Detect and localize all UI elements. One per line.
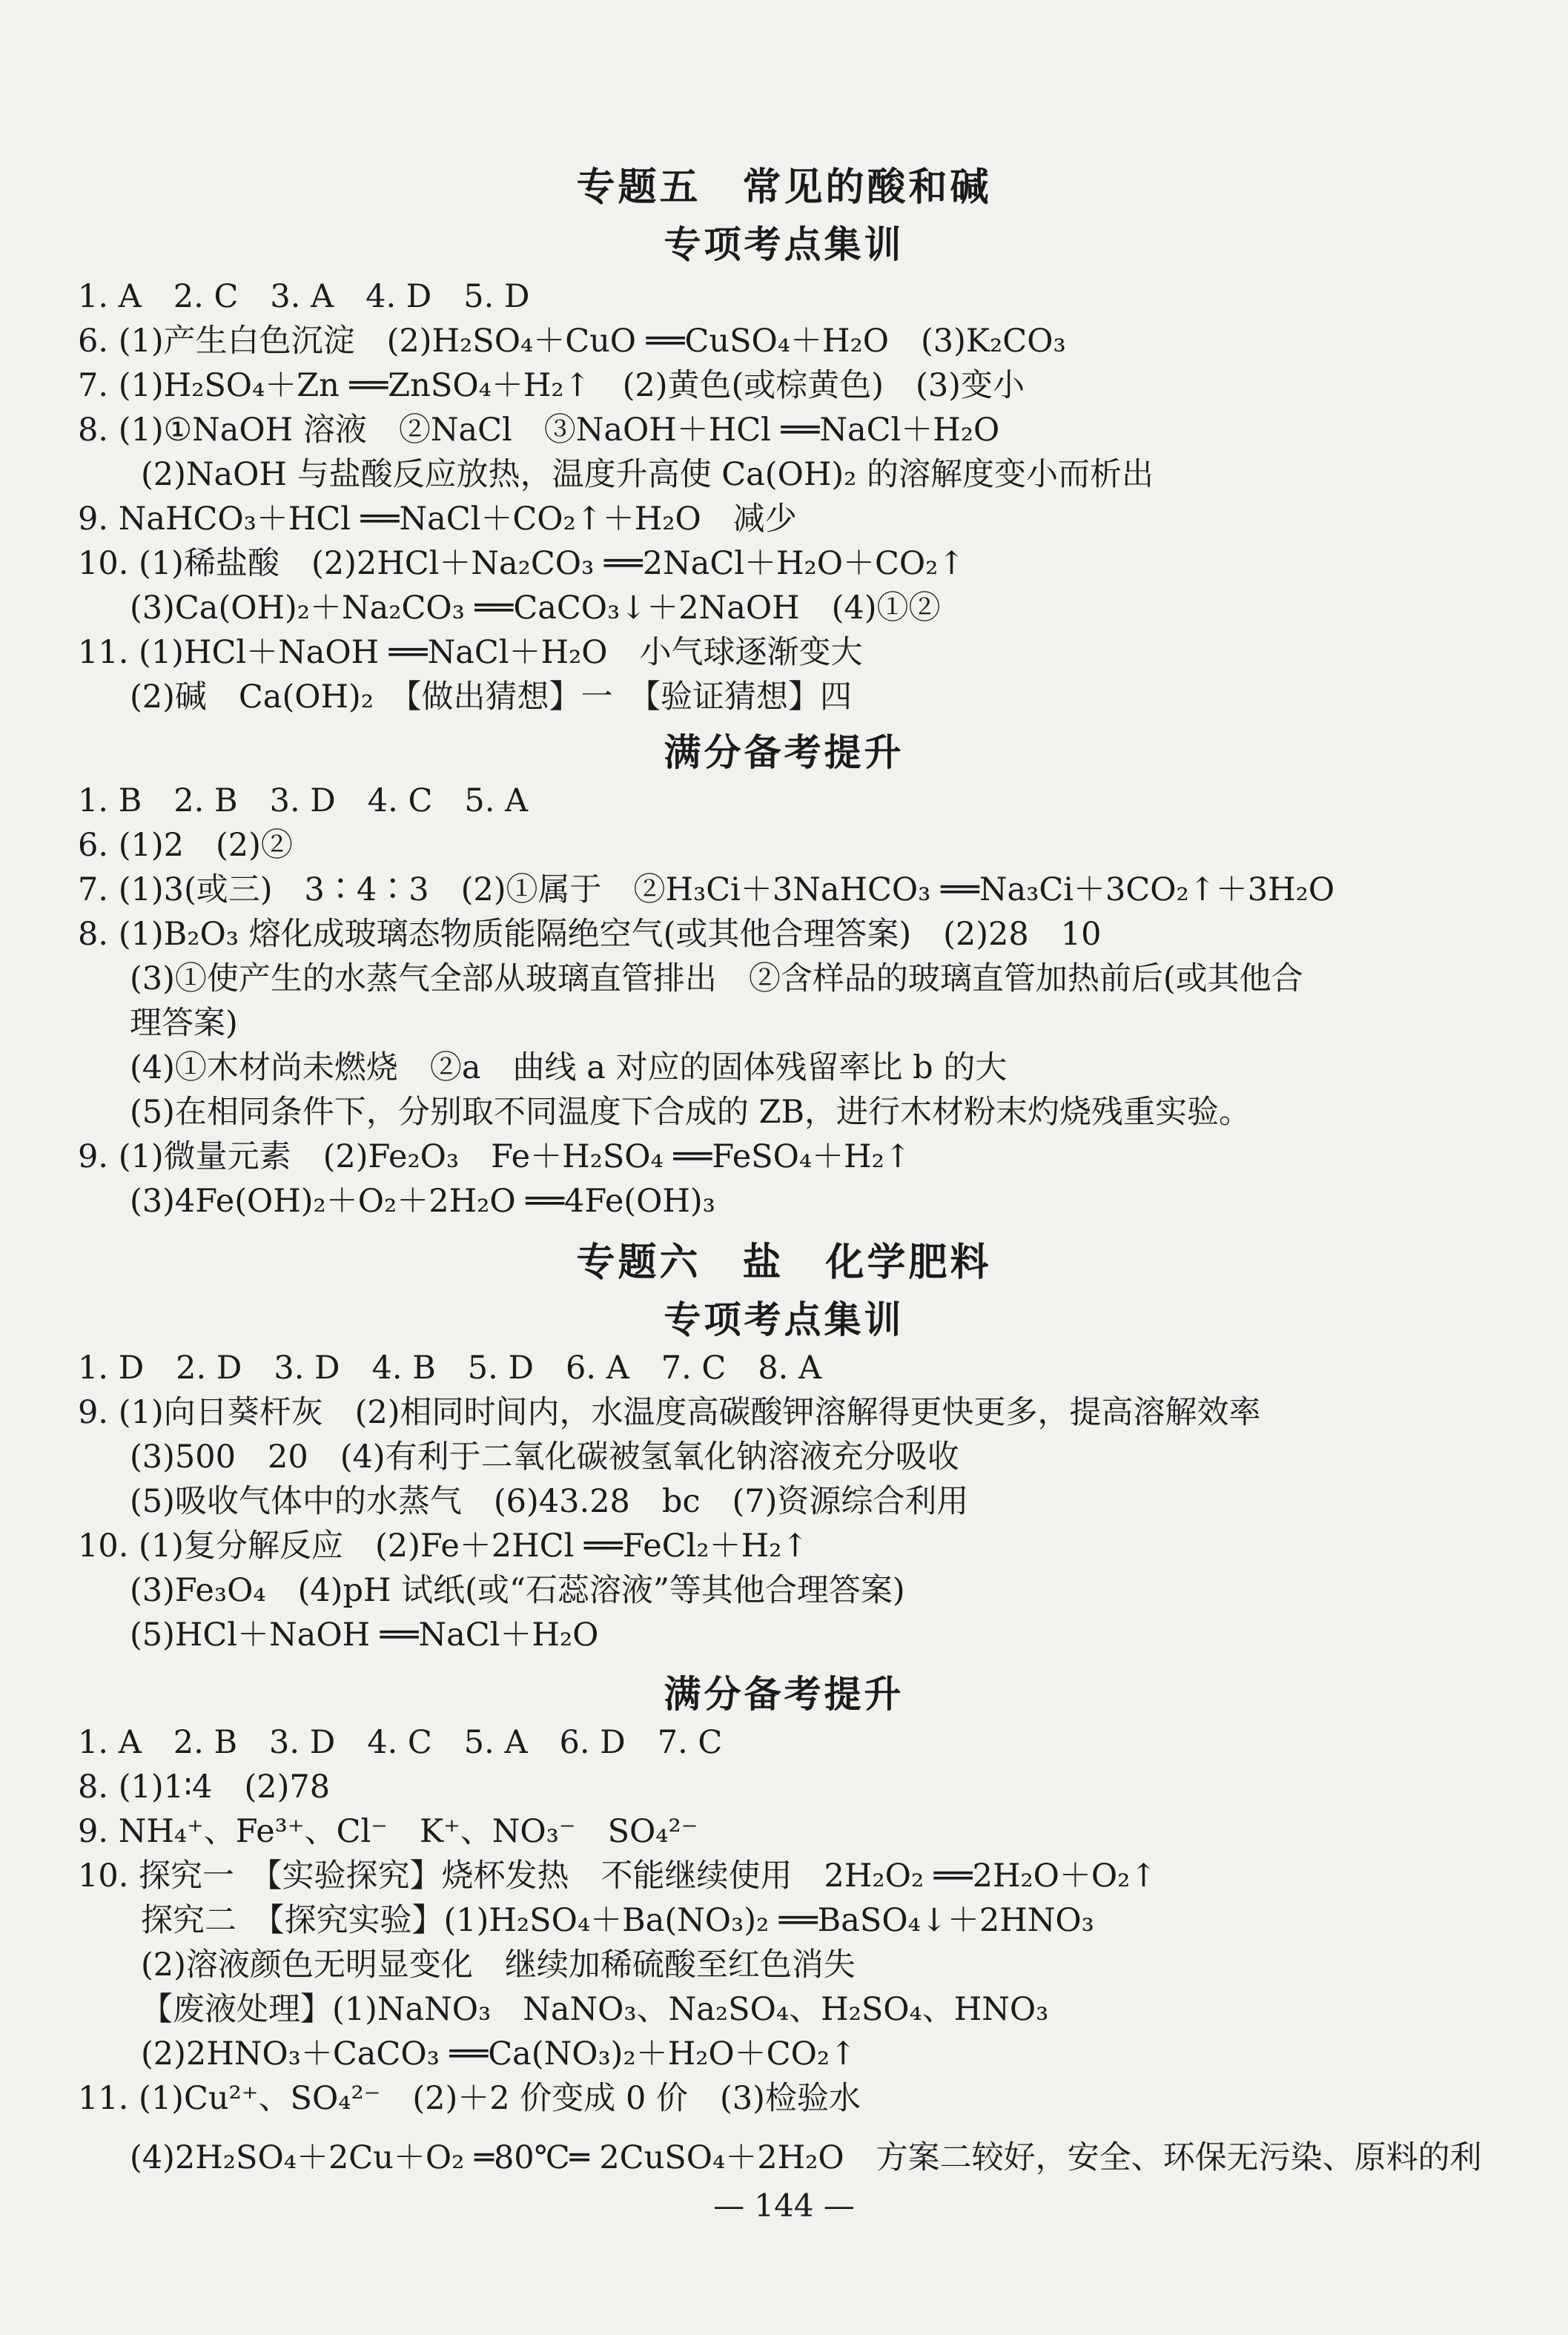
answer-line: 8. (1)①NaOH 溶液 ②NaCl ③NaOH＋HCl ══NaCl＋H₂O (78, 412, 1000, 449)
answer-line: 9. (1)微量元素 (2)Fe₂O₃ Fe＋H₂SO₄ ══FeSO₄＋H₂↑ (78, 1138, 911, 1175)
answer-line: 理答案) (130, 1005, 238, 1042)
answer-line: (3)4Fe(OH)₂＋O₂＋2H₂O ══4Fe(OH)₃ (130, 1183, 715, 1220)
answer-line: (2)碱 Ca(OH)₂ 【做出猜想】一 【验证猜想】四 (130, 678, 852, 716)
answer-line: (3)①使产生的水蒸气全部从玻璃直管排出 ②含样品的玻璃直管加热前后(或其他合 (130, 960, 1303, 997)
answer-line: (2)NaOH 与盐酸反应放热，温度升高使 Ca(OH)₂ 的溶解度变小而析出 (141, 456, 1154, 493)
answer-line: (4)2H₂SO₄＋2Cu＋O₂ ═80℃═ 2CuSO₄＋2H₂O 方案二较好，安全、环保无污染、原料的利 (130, 2139, 1482, 2176)
answer-line: 1. B 2. B 3. D 4. C 5. A (78, 782, 529, 819)
answer-line: 11. (1)HCl＋NaOH ══NaCl＋H₂O 小气球逐渐变大 (78, 634, 863, 671)
answer-line: 7. (1)H₂SO₄＋Zn ══ZnSO₄＋H₂↑ (2)黄色(或棕黄色) (3)变小 (78, 367, 1025, 404)
topic5-title: 专题五 常见的酸和碱 (576, 165, 992, 210)
answer-line: 10. (1)复分解反应 (2)Fe＋2HCl ══FeCl₂＋H₂↑ (78, 1528, 809, 1565)
topic6-sec1-heading: 专项考点集训 (664, 1298, 904, 1341)
answer-line: 1. A 2. C 3. A 4. D 5. D (78, 278, 530, 315)
answer-line: (5)在相同条件下，分别取不同温度下合成的 ZB，进行木材粉末灼烧残重实验。 (130, 1094, 1251, 1131)
answer-line: 9. NaHCO₃＋HCl ══NaCl＋CO₂↑＋H₂O 减少 (78, 501, 797, 538)
answer-line: 8. (1)1∶4 (2)78 (78, 1768, 331, 1806)
answer-line: 6. (1)2 (2)② (78, 827, 293, 864)
answer-line: (3)Fe₃O₄ (4)pH 试纸(或“石蕊溶液”等其他合理答案) (130, 1572, 905, 1609)
answer-line: (5)吸收气体中的水蒸气 (6)43.28 bc (7)资源综合利用 (130, 1483, 969, 1520)
answer-line: 【废液处理】(1)NaNO₃ NaNO₃、Na₂SO₄、H₂SO₄、HNO₃ (141, 1991, 1049, 2028)
answer-line: 9. (1)向日葵杆灰 (2)相同时间内，水温度高碳酸钾溶解得更快更多，提高溶解效率 (78, 1394, 1261, 1431)
answer-line: (3)Ca(OH)₂＋Na₂CO₃ ══CaCO₃↓＋2NaOH (4)①② (130, 589, 941, 627)
topic5-sec2-heading: 满分备考提升 (664, 731, 904, 774)
answer-line: 9. NH₄⁺、Fe³⁺、Cl⁻ K⁺、NO₃⁻ SO₄²⁻ (78, 1813, 698, 1850)
answer-line: 7. (1)3(或三) 3∶4∶3 (2)①属于 ②H₃Ci＋3NaHCO₃ ══Na₃Ci＋3CO₂↑＋3H₂O (78, 871, 1335, 908)
topic6-title: 专题六 盐 化学肥料 (576, 1241, 992, 1285)
answer-line: 探究二 【探究实验】(1)H₂SO₄＋Ba(NO₃)₂ ══BaSO₄↓＋2HNO₃ (141, 1902, 1094, 1939)
answer-line: 8. (1)B₂O₃ 熔化成玻璃态物质能隔绝空气(或其他合理答案) (2)28 10 (78, 916, 1102, 953)
answer-line: (3)500 20 (4)有利于二氧化碳被氢氧化钠溶液充分吸收 (130, 1439, 959, 1476)
answer-line: 10. 探究一 【实验探究】烧杯发热 不能继续使用 2H₂O₂ ══2H₂O＋O₂↑ (78, 1857, 1157, 1895)
page-number: — 144 — (713, 2187, 855, 2224)
answer-line: 10. (1)稀盐酸 (2)2HCl＋Na₂CO₃ ══2NaCl＋H₂O＋CO₂↑ (78, 545, 965, 582)
answer-line: (4)①木材尚未燃烧 ②a 曲线 a 对应的固体残留率比 b 的大 (130, 1049, 1008, 1086)
topic5-sec1-heading: 专项考点集训 (664, 223, 904, 266)
topic6-sec2-heading: 满分备考提升 (664, 1673, 904, 1716)
answer-line: 1. A 2. B 3. D 4. C 5. A 6. D 7. C (78, 1724, 723, 1761)
answer-line: 6. (1)产生白色沉淀 (2)H₂SO₄＋CuO ══CuSO₄＋H₂O (3)K₂CO₃ (78, 323, 1066, 360)
answer-line: 11. (1)Cu²⁺、SO₄²⁻ (2)＋2 价变成 0 价 (3)检验水 (78, 2080, 861, 2117)
answer-line: (2)溶液颜色无明显变化 继续加稀硫酸至红色消失 (141, 1946, 856, 1984)
answer-line: (2)2HNO₃＋CaCO₃ ══Ca(NO₃)₂＋H₂O＋CO₂↑ (141, 2035, 857, 2073)
answer-line: 1. D 2. D 3. D 4. B 5. D 6. A 7. C 8. A (78, 1350, 822, 1387)
answer-line: (5)HCl＋NaOH ══NaCl＋H₂O (130, 1616, 599, 1654)
